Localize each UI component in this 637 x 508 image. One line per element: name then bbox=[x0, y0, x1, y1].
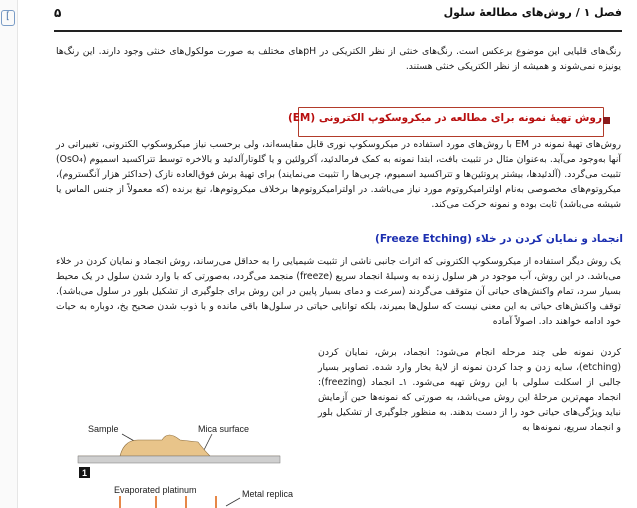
paragraph-em-preparation: روش‌های تهیهٔ نمونه در EM با روش‌های مورد استفاده در میکروسکوپ نوری قابل مقایسه‌اند، ولی برحسب نیاز میکروسکوپ الکترونی، تغییراتی در آنها به‌وجود می‌آید. به‌عنوان مثال در تثبیت بافت، ابتدا نمونه به کمک فرمالدئید، آکرولئین و یا گلوتارآلدئید و بالاخره توسط تتراکسید اسمیوم (OsO₄) تثبیت می‌گردد. (آلدئیدها، بیشتر پروتئین‌ها و تتراکسید اسمیوم، چربی‌ها را تثبیت می‌نمایند) برای تهیهٔ برش فوق‌العاده نازک (حداکثر هزار آنگستروم)، میکروتوم‌های مخصوصی به‌نام اولترامیکروتوم مورد نیاز می‌باشد. در اولترامیکروتوم‌ها برخلاف میکروتوم‌ها، تیغ برنده (که معمولاً از جنس الماس یا شیشه می‌باشد) ثابت بوده و نمونه حرکت می‌کند. bbox=[56, 139, 622, 210]
label-evaporated-platinum: Evaporated platinum bbox=[114, 485, 197, 495]
paragraph-neutral-dyes: رنگ‌های قلیایی این موضوع برعکس است. رنگ‌های خنثی از نظر الکتریکی در pHهای مختلف به صورت مولکول‌های خنثی وجود دارند. این رنگ‌ها یونیزه نمی‌شوند و همیشه از نظر الکتریکی خنثی هستند. bbox=[56, 46, 622, 72]
section-heading-em bbox=[287, 103, 628, 141]
header-rule bbox=[54, 30, 622, 32]
paragraph-freeze-etching: یک روش دیگر استفاده از میکروسکوپ الکترونی که اثرات جانبی ناشی از تثبیت شیمیایی را به حداقل می‌رساند، روش انجماد و نمایان کردن در خلاء می‌باشد. در این روش، آب موجود در هر سلول زنده به وسیلهٔ انجماد سریع (freeze) منجمد می‌گردد، به‌صورتی که با وارد شدن سلول در یک محیط بسیار سرد، تمام واکنش‌های حیاتی آن متوقف می‌گردند (سرعت و دمای بسیار پایین در این روش برای جلوگیری از تشکیل بلور در سلول می‌باشد). توقف واکنش‌های حیاتی به این معنی نیست که سلول‌ها بمیرند، بلکه توانایی حیاتی در سلول‌ها باقی مانده و با ذوب شدن صحیح یخ، دوباره به حیات خود ادامه خواهند داد. اصولاً آماده bbox=[56, 256, 621, 327]
label-metal-replica: Metal replica bbox=[242, 489, 294, 499]
viewer-left-strip bbox=[0, 0, 18, 508]
label-mica-surface: Mica surface bbox=[198, 424, 250, 434]
mica-surface-band bbox=[78, 456, 280, 463]
step-number: 1 bbox=[82, 468, 88, 478]
replica-leader-line bbox=[226, 498, 240, 506]
paragraph-freeze-steps: کردن نمونه طی چند مرحله انجام می‌شود: انجماد، برش، نمایان کردن (etching)، سایه زدن و جدا کردن نمونه از لایهٔ بخار وارد شده. تصاویر بسیار جالبی از اسکلت سلولی با این روش تهیه می‌شود. ۱ـ انجماد (freezing): انجماد مهم‌ترین مرحلهٔ این روش می‌باشد، به صورتی که نمونه‌ها حین آزمایش نباید ویژگی‌های حیاتی خود را از دست بدهند. به منظور جلوگیری از تشکیل بلور و انجماد سریع، نمونه‌ها به bbox=[318, 347, 621, 433]
chapter-title: فصل ۱ / روش‌های مطالعهٔ سلول bbox=[443, 6, 622, 19]
freeze-etching-figure bbox=[58, 370, 298, 508]
section-title-em: روش تهیهٔ نمونه برای مطالعه در میکروسکوپ الکترونی (EM) bbox=[287, 112, 602, 124]
section-marker-square bbox=[603, 117, 610, 124]
document-page bbox=[18, 0, 637, 508]
page-header bbox=[54, 6, 622, 28]
page-number: ۵ bbox=[54, 6, 62, 20]
sample-shape bbox=[78, 435, 280, 456]
figure-drawing bbox=[58, 370, 298, 508]
section-title-freeze-etching: انجماد و نمایان کردن در خلاء (Freeze Etching) bbox=[375, 233, 623, 245]
mica-leader-line bbox=[204, 434, 212, 450]
bracket-icon[interactable]: [ bbox=[1, 10, 15, 26]
label-sample: Sample bbox=[88, 424, 119, 434]
